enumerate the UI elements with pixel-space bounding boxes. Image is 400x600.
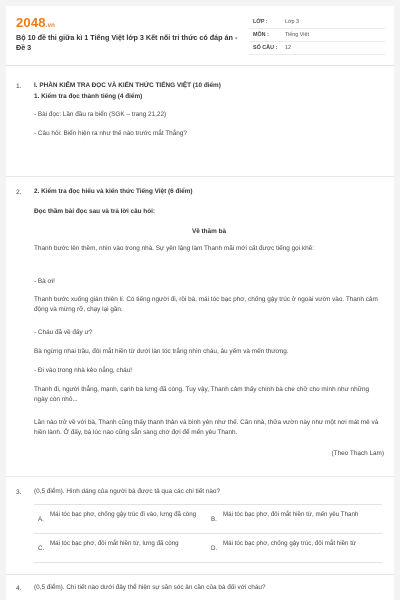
option-grid-line <box>34 504 382 505</box>
option-b[interactable] <box>211 510 381 530</box>
story-paragraph: Thanh bước lên thềm, nhìn vào trong nhà. Sự yên lặng làm Thanh mãi mới cất được tiếng gọi khẽ: <box>34 245 314 252</box>
q2-instruction: Đọc thầm bài đọc sau và trả lời câu hỏi: <box>34 208 156 215</box>
option-c[interactable] <box>38 539 208 559</box>
story-paragraph: Lần nào trở về với bà, Thanh cũng thấy thanh thản và bình yên như thế. Căn nhà, thửa vườn này như một nơi mát mẻ và hiền lành. Ở đấy, bà lúc nào cũng sẵn sàng chờ đợi để mến yêu Thanh. <box>34 419 379 436</box>
site-logo[interactable] <box>16 15 55 30</box>
document-title: Bộ 10 đề thi giữa kì 1 Tiếng Việt lớp 3 Kết nối tri thức có đáp án - Đề 3 <box>16 33 238 52</box>
option-grid-line <box>34 562 382 563</box>
document-page <box>6 6 394 600</box>
option-a[interactable] <box>38 510 208 530</box>
story-paragraph: - Cháu đã về đấy ư? <box>34 329 93 336</box>
story-paragraph: - Bà ơi! <box>34 278 55 285</box>
option-letter: A. <box>38 516 44 523</box>
meta-row-class <box>249 16 385 29</box>
q2-heading: 2. Kiểm tra đọc hiểu và kiến thức Tiếng Việt (6 điểm) <box>34 188 193 195</box>
option-text: Mái tóc bạc phơ, chống gậy trúc đi vào, lưng đã còng <box>50 511 197 518</box>
story-paragraph: Thanh đi, người thẳng, mạnh, cạnh bà lưng đã còng. Tuy vậy, Thanh cảm thấy chính bà che chở cho mình như những ngày còn nhỏ... <box>34 386 370 403</box>
option-grid-line <box>34 533 382 534</box>
story-paragraph: Bà ngừng nhai trầu, đôi mắt hiền từ dưới làn tóc trắng nhìn cháu, âu yếm và mến thương. <box>34 348 289 355</box>
option-letter: B. <box>211 516 217 523</box>
meta-value: Tiếng Việt <box>285 32 309 38</box>
section-heading: I. PHẦN KIỂM TRA ĐỌC VÀ KIẾN THỨC TIẾNG VIỆT (10 điểm) <box>34 82 221 89</box>
divider <box>6 574 394 575</box>
q4-number: 4. <box>16 585 22 592</box>
option-d[interactable] <box>211 539 381 559</box>
story-title: Về thăm bà <box>191 228 227 235</box>
option-letter: C. <box>38 545 45 552</box>
logo-main: 2048 <box>16 15 46 30</box>
meta-row-subject <box>249 29 385 42</box>
q3-number: 3. <box>16 489 22 496</box>
meta-key: SỐ CÂU : <box>253 45 278 51</box>
option-text: Mái tóc bạc phơ, chống gậy trúc, đôi mắt hiền từ <box>223 540 357 547</box>
story-paragraph: - Đi vào trong nhà kẻo nắng, cháu! <box>34 367 133 374</box>
meta-value: Lớp 3 <box>285 19 300 25</box>
q2-number: 2. <box>16 189 22 196</box>
option-letter: D. <box>211 545 218 552</box>
divider <box>6 476 394 477</box>
sub-heading: 1. Kiểm tra đọc thành tiếng (4 điểm) <box>34 93 143 100</box>
page-header <box>6 6 394 66</box>
option-text: Mái tóc bạc phơ, đôi mắt hiền từ, mến yêu Thanh <box>223 511 359 518</box>
divider <box>6 176 394 177</box>
logo-suffix: .vn <box>45 23 56 29</box>
q1-number: 1. <box>16 83 22 90</box>
option-text: Mái tóc bạc phơ, đôi mắt hiền từ, lưng đã còng <box>50 540 179 547</box>
meta-key: LỚP : <box>253 19 268 25</box>
q3-text: (0,5 điểm). Hình dáng của người bà được tả qua các chi tiết nào? <box>34 488 221 495</box>
story-author: (Theo Thạch Lam) <box>331 450 384 457</box>
meta-value: 12 <box>285 45 291 51</box>
story-paragraph: Thanh bước xuống giàn thiên lí. Có tiếng người đi, rồi bà, mái tóc bạc phơ, chống gậy trúc ở ngoài vườn vào. Thanh cảm động và mừng rỡ, chạy lại gần. <box>34 296 378 313</box>
meta-table <box>249 16 385 55</box>
q1-line-reading: - Bài đọc: Lần đầu ra biển (SGK – trang 21,22) <box>34 111 167 118</box>
meta-key: MÔN : <box>253 32 269 38</box>
q4-text: (0,5 điểm). Chi tiết nào dưới đây thể hiện sự săn sóc ân cần của bà đối với cháu? <box>34 584 266 591</box>
meta-row-count <box>249 42 385 55</box>
q1-line-question: - Câu hỏi: Biển hiện ra như thế nào trước mắt Thắng? <box>34 130 187 137</box>
